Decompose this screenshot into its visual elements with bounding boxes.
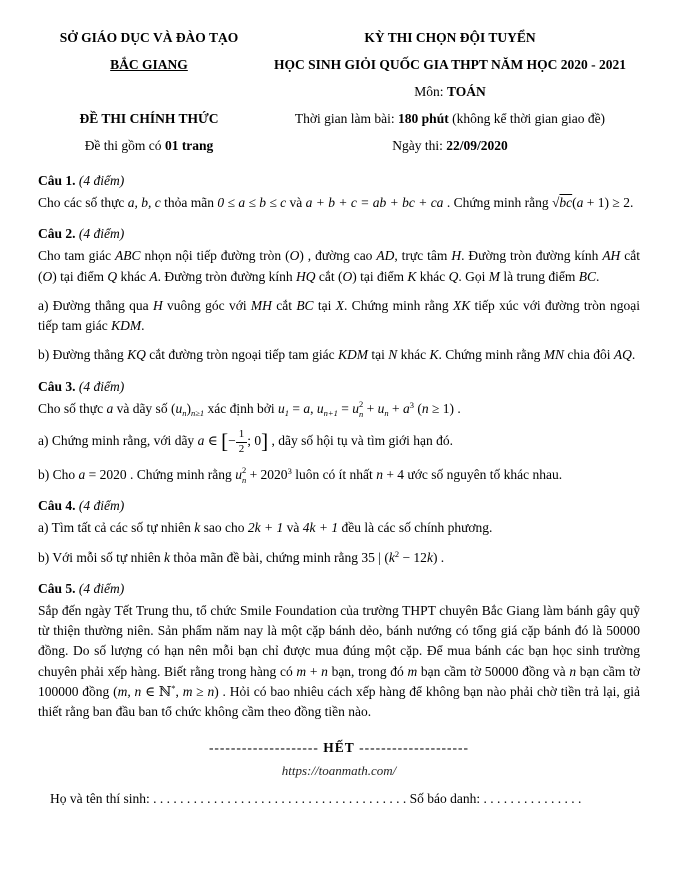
question-points: (4 điểm) <box>78 498 125 514</box>
question-list <box>38 173 640 722</box>
end-label: HẾT <box>323 740 355 756</box>
issuer-block <box>38 24 260 159</box>
exam-date-line <box>260 132 640 159</box>
end-dashes-left: -------------------- <box>208 740 319 756</box>
question-1 <box>38 173 640 213</box>
question-1-heading <box>38 173 640 189</box>
subject-line <box>260 78 640 105</box>
page-count-prefix: Đề thi gồm có <box>84 138 165 153</box>
duration-line <box>260 105 640 132</box>
question-number: Câu 5. <box>38 580 76 596</box>
exam-title-line2: HỌC SINH GIỎI QUỐC GIA THPT NĂM HỌC 2020 - 2021 <box>273 57 627 72</box>
question-number: Câu 1. <box>38 173 76 188</box>
candidate-name-label: Họ và tên thí sinh: <box>50 791 154 807</box>
exam-title-block <box>260 24 640 159</box>
question-2-part-b: b) Đường thẳng KQ cắt đường tròn ngoại tiếp tam giác KDM tại N khác K. Chứng minh rằng MN chia đôi AQ. <box>38 347 636 363</box>
candidate-info-line <box>38 791 640 807</box>
question-3-heading <box>38 379 640 395</box>
exam-title-line1: KỲ THI CHỌN ĐỘI TUYỂN <box>364 30 536 45</box>
question-5-body: Sắp đến ngày Tết Trung thu, tổ chức Smile Foundation của trường THPT chuyên Bắc Giang làm bánh gây quỹ từ thiện thường niên. Sản phẩm năm nay là một cặp bánh dẻo, bánh nướng có tổng giá cặp bánh đó là 50000 đồng. Do số lượng có hạn nên mỗi bạn chỉ được mua đúng một cặp. Để mua bánh các bạn học sinh trường chuyên phải xếp hàng. Biết rằng trong hàng có m + n bạn, trong đó m bạn cầm tờ 50000 đồng và n bạn cầm tờ 100000 đồng (m, n ∈ ℕ*, m ≥ n) . Hỏi có bao nhiêu cách xếp hàng để không bạn nào phải chờ tiền trả lại, giả thiết rằng ban đầu ban tổ chức không cầm theo đồng tiền nào. <box>38 602 641 719</box>
question-points: (4 điểm) <box>78 173 125 188</box>
duration-note: (không kể thời gian giao đề) <box>448 111 606 126</box>
exam-date-value: 22/09/2020 <box>446 138 508 153</box>
end-marker <box>38 740 640 756</box>
question-5-heading <box>38 581 640 597</box>
question-number: Câu 2. <box>38 226 76 242</box>
question-points: (4 điểm) <box>78 226 125 242</box>
question-points: (4 điểm) <box>78 378 125 394</box>
question-points: (4 điểm) <box>78 580 125 596</box>
candidate-name-dots: . . . . . . . . . . . . . . . . . . . . . . . . . . . . . . . . . . . . . . <box>153 791 410 807</box>
department-name: SỞ GIÁO DỤC VÀ ĐÀO TẠO <box>59 30 239 45</box>
header-spacer <box>38 78 260 105</box>
question-2-part-a: a) Đường thẳng qua H vuông góc với MH cắt BC tại X. Chứng minh rằng XK tiếp xúc với đường tròn ngoại tiếp tam giác KDM. <box>38 297 640 333</box>
candidate-id-label: Số báo danh: <box>409 791 484 807</box>
question-4-part-b: b) Với mỗi số tự nhiên k thỏa mãn đề bài, chứng minh rằng 35 | $(k^2 - 12k)$ . <box>38 548 445 565</box>
question-3-part-b: b) Cho a = 2020 . Chứng minh rằng u 2 n + $2020^3$ luôn có ít nhất n + 4 ước số nguyên tố khác nhau. <box>38 464 563 485</box>
question-2 <box>38 226 640 365</box>
question-4 <box>38 498 640 568</box>
question-2-heading <box>38 226 640 242</box>
question-number: Câu 4. <box>38 498 76 514</box>
question-4-part-a: a) Tìm tất cả các số tự nhiên k sao cho 2k + 1 và 4k + 1 đều là các số chính phương. <box>38 520 493 536</box>
subject-label: Môn: <box>414 84 447 99</box>
question-3 <box>38 379 640 486</box>
exam-header <box>38 24 640 159</box>
province-name: BẮC GIANG <box>110 57 188 72</box>
candidate-id-dots: . . . . . . . . . . . . . . . <box>483 791 582 807</box>
exam-type-label: ĐỀ THI CHÍNH THỨC <box>79 111 219 126</box>
question-4-heading <box>38 498 640 514</box>
page-count-value: 01 trang <box>164 138 214 153</box>
question-number: Câu 3. <box>38 378 76 394</box>
end-dashes-right: -------------------- <box>359 740 470 756</box>
duration-label: Thời gian làm bài: <box>294 111 399 126</box>
exam-footer <box>38 740 640 807</box>
exam-date-label: Ngày thi: <box>392 138 447 153</box>
duration-value: 180 phút <box>398 111 449 126</box>
question-5 <box>38 581 640 723</box>
question-2-body: Cho tam giác ABC nhọn nội tiếp đường tròn (O) , đường cao AD, trực tâm H. Đường tròn đường kính AH cắt (O) tại điểm Q khác A. Đường tròn đường kính HQ cắt (O) tại điểm K khác Q. Gọi M là trung điểm BC. <box>38 248 640 284</box>
question-3-part-a: a) Chứng minh rằng, với dãy a ∈ [− $\frac{1}{2}$ ; 0] , dãy số hội tụ và tìm giới hạn đó. <box>38 428 453 455</box>
subject-value: TOÁN <box>446 84 486 99</box>
question-1-body: Cho các số thực a, b, c thỏa mãn 0 ≤ a ≤ b ≤ c và a + b + c = ab + bc + ca . Chứng minh rằng √bc(a + 1) ≥ 2. <box>38 195 634 210</box>
page-count-line <box>38 132 260 159</box>
question-3-body: Cho số thực a và dãy số $(u_n)_{n\ge 1}$ xác định bởi $u_1 = a$, $u_{n+1} = u$ 2 n + $u_n + a^3$ (n ≥ 1) . <box>38 398 461 419</box>
website-link[interactable]: https://toanmath.com/ <box>281 763 397 779</box>
